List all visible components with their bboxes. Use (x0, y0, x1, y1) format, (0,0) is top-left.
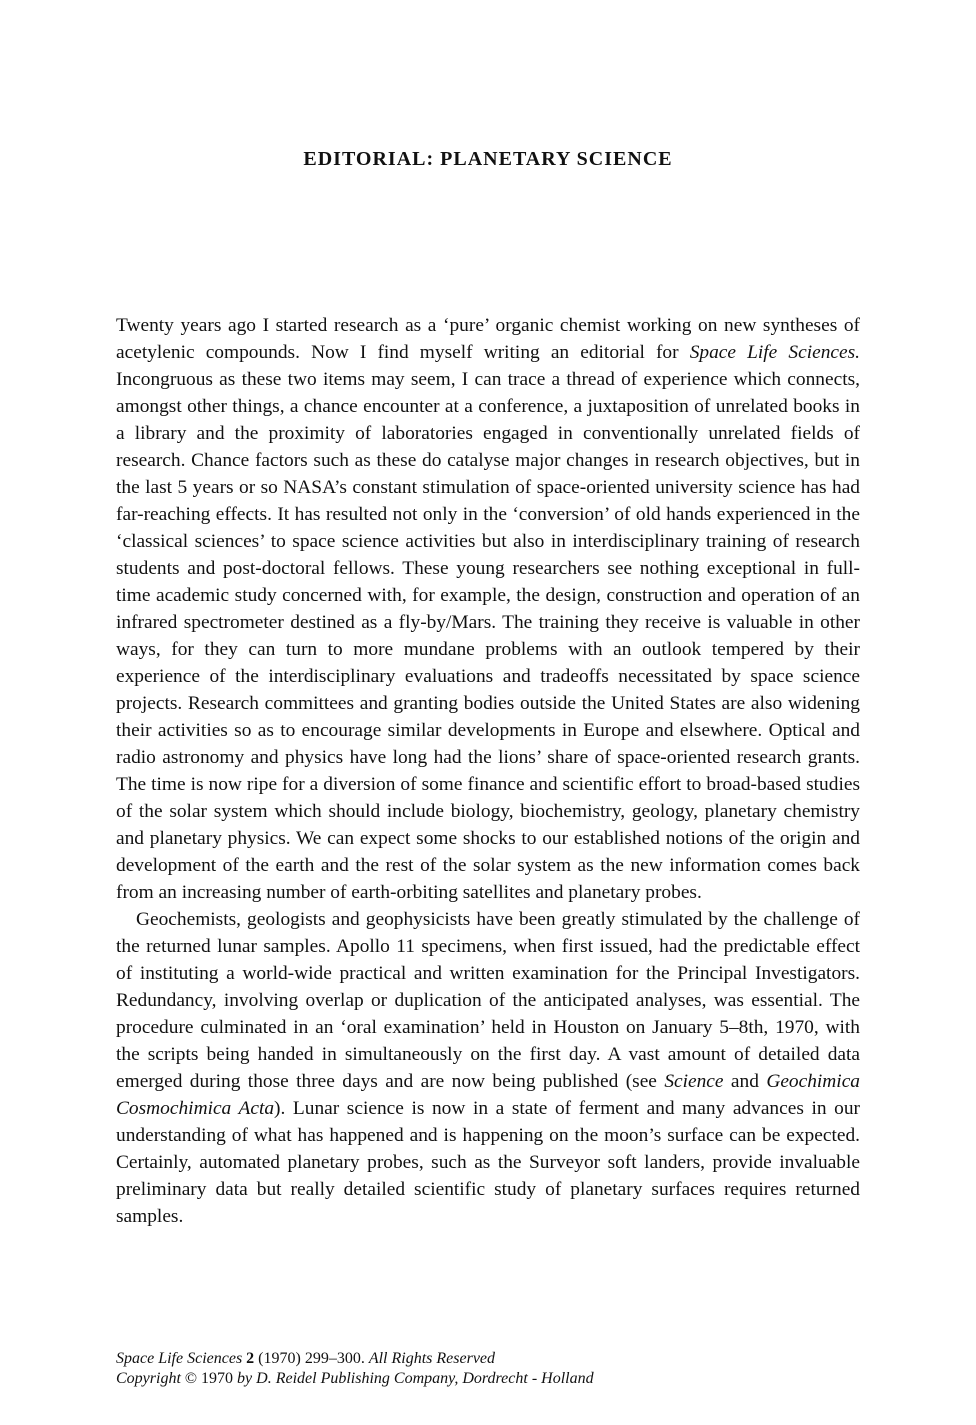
citation-footer (116, 1349, 860, 1389)
paragraph-text: and (723, 1071, 767, 1092)
footer-year-pages: (1970) 299–300. (254, 1350, 369, 1367)
paragraph (116, 906, 860, 1230)
footer-volume: 2 (246, 1350, 255, 1367)
copyright-line (116, 1369, 860, 1389)
footer-publisher: by D. Reidel Publishing Company, Dordrecht - Holland (237, 1370, 594, 1387)
footer-copyright: Copyright (116, 1370, 181, 1387)
paragraph-text: ). Lunar science is now in a state of ferment and many advances in our understanding of what has happened and is happening on the moon’s surface can be expected. Certainly, automated planetary probes, such as the Surveyor soft landers, provide invaluable preliminary data but really detailed scientific study of planetary surfaces requires returned samples. (116, 1098, 860, 1227)
journal-name: Space Life Sciences. (689, 342, 860, 363)
citation-line (116, 1349, 860, 1369)
footer-journal: Space Life Sciences (116, 1350, 243, 1367)
journal-name: Geochimica Cosmochimica Acta (116, 1071, 860, 1119)
paragraph-text: Twenty years ago I started research as a ‘pure’ organic chemist working on new syntheses of acetylenic compounds. Now I find myself writing an editorial for (116, 315, 860, 363)
paragraph (116, 312, 860, 906)
paragraph-text: Incongruous as these two items may seem, I can trace a thread of experience which connects, amongst other things, a chance encounter at a conference, a juxtaposition of unrelated books in a library and the proximity of laboratories engaged in conventionally unrelated fields of research. Chance factors such as these do catalyse major changes in research objectives, but in the last 5 years or so NASA’s constant stimulation of space-oriented university science has had far-reaching effects. It has resulted not only in the ‘conversion’ of old hands experienced in the ‘classical sciences’ to space science activities but also in interdisciplinary training of research students and post-doctoral fellows. These young researchers see nothing exceptional in full-time academic study concerned with, for example, the design, construction and operation of an infrared spectrometer destined as a fly-by/Mars. The training they receive is valuable in other ways, for they can turn to more mundane problems with an outlook tempered by their experience of the interdisciplinary evaluations and tradeoffs necessitated by space science projects. Research committees and granting bodies outside the United States are also widening their activities so as to encourage similar developments in Europe and elsewhere. Optical and radio astronomy and physics have long had the lions’ share of space-oriented research grants. The time is now ripe for a diversion of some finance and scientific effort to broad-based studies of the solar system which should include biology, biochemistry, geology, planetary chemistry and planetary physics. We can expect some shocks to our established notions of the origin and development of the earth and the rest of the solar system as the new information comes back from an increasing number of earth-orbiting satellites and planetary probes. (116, 369, 860, 903)
footer-rights: All Rights Reserved (368, 1350, 496, 1367)
paragraph-text: Geochemists, geologists and geophysicists have been greatly stimulated by the challenge of the returned lunar samples. Apollo 11 specimens, when first issued, had the predictable effect of instituting a world-wide practical and written examination for the Principal Investigators. Redundancy, involving overlap or duplication of the anticipated analyses, was essential. The procedure culminated in an ‘oral examination’ held in Houston on January 5–8th, 1970, with the scripts being handed in simultaneously on the first day. A vast amount of detailed data emerged during those three days and are now being published (see (116, 909, 860, 1092)
footer-copyright-year: © 1970 (180, 1370, 238, 1387)
journal-name: Science (664, 1071, 724, 1092)
page-title: EDITORIAL: PLANETARY SCIENCE (303, 148, 673, 170)
article-body (116, 312, 860, 1230)
